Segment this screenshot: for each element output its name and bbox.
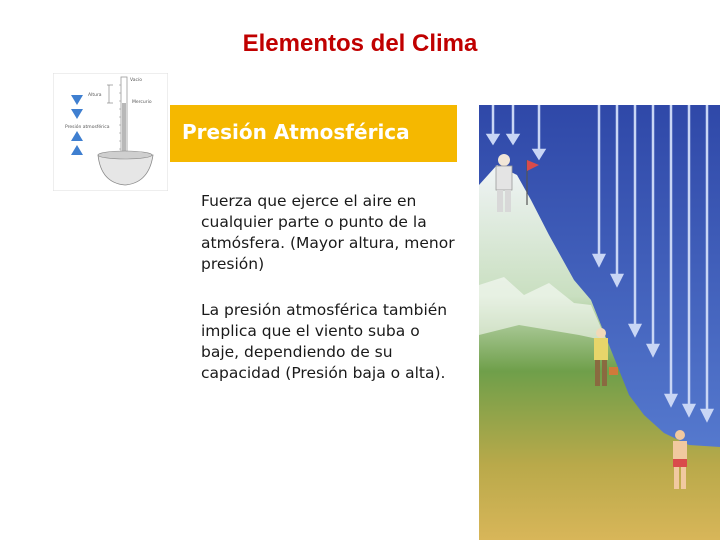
banner-label: Presión Atmosférica bbox=[182, 120, 410, 144]
section-banner bbox=[170, 105, 457, 162]
label-presion: Presión atmosférica bbox=[65, 125, 110, 130]
paragraph-wind: La presión atmosférica también implica que el viento suba o baje, dependiendo de su capacidad (Presión baja o alta). bbox=[201, 301, 448, 382]
label-vacio: Vacío bbox=[130, 78, 142, 83]
label-mercurio: Mercurio bbox=[132, 100, 152, 105]
mountain-pressure-illustration bbox=[479, 105, 720, 540]
label-altura: Altura bbox=[88, 93, 102, 98]
barometer-illustration bbox=[53, 73, 168, 191]
slide-title: Elementos del Clima bbox=[242, 30, 478, 57]
paragraph-definition: Fuerza que ejerce el aire en cualquier parte o punto de la atmósfera. (Mayor altura, menor presión) bbox=[201, 192, 455, 273]
